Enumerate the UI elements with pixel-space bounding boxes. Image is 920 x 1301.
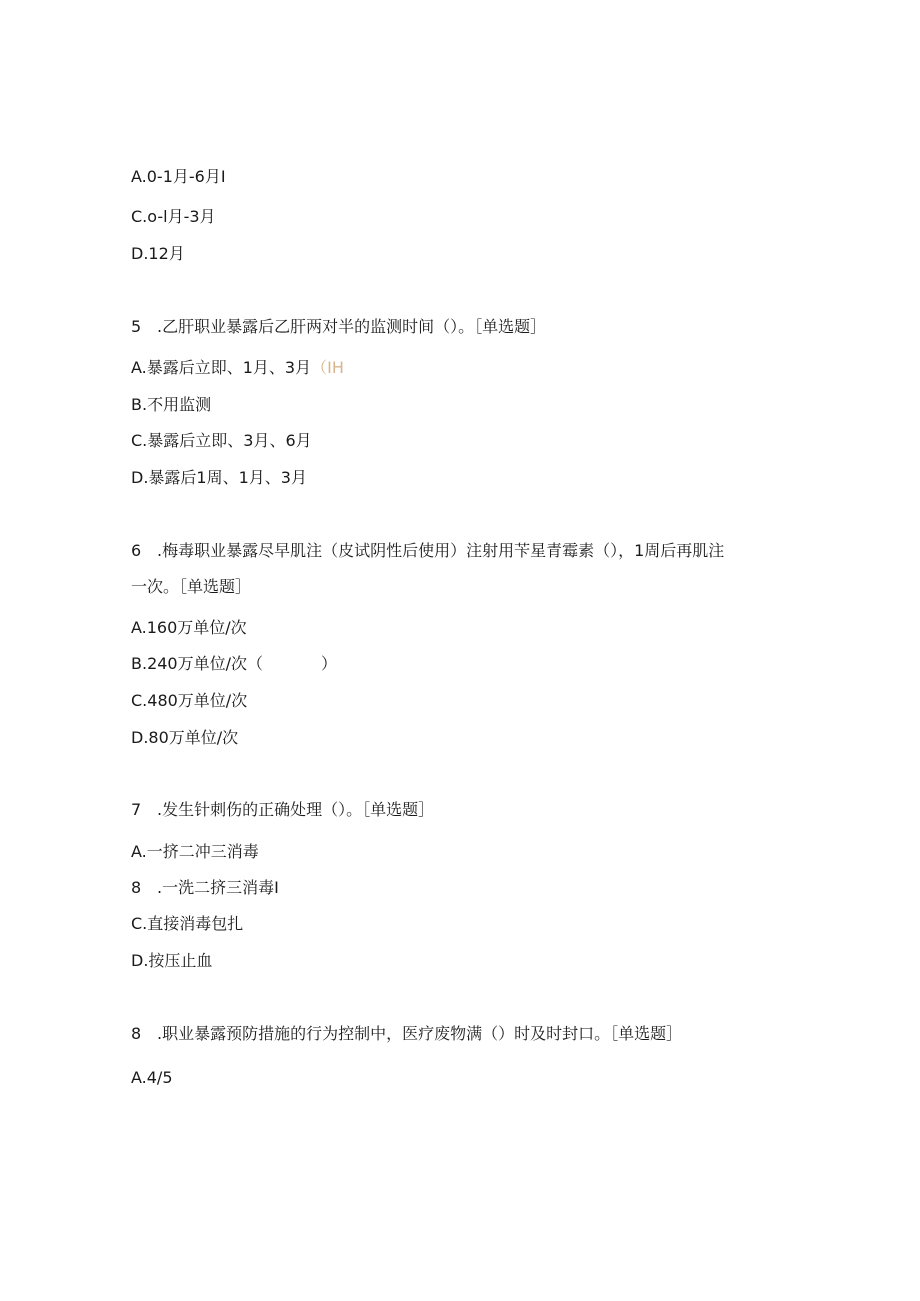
q5-option-b: B.不用监测 (131, 395, 212, 414)
q6-option-c: C.480万单位/次 (131, 691, 248, 710)
option-text: A.暴露后立即、1月、3月 (131, 358, 312, 377)
q5-option-d: D.暴露后1周、1月、3月 (131, 468, 307, 487)
question-number: 5 (131, 317, 142, 336)
q7-option-b (131, 878, 279, 898)
option-d: D.12月 (131, 244, 185, 263)
q7-option-d: D.按压止血 (131, 951, 213, 970)
option-number: 8 (131, 878, 142, 897)
q8-option-a: A.4/5 (131, 1068, 173, 1087)
q6-option-a: A.160万单位/次 (131, 618, 247, 637)
question-text: .职业暴露预防措施的行为控制中，医疗废物满（）时及时封口。［单选题］ (157, 1024, 683, 1043)
question-text: .发生针刺伤的正确处理（）。［单选题］ (157, 800, 435, 819)
q5-option-c: C.暴露后立即、3月、6月 (131, 431, 312, 450)
q6-option-d: D.80万单位/次 (131, 728, 239, 747)
question-7 (131, 800, 434, 820)
option-text: .一洗二挤三消毒I (157, 878, 279, 897)
option-a: A.0-1月-6月I (131, 167, 226, 186)
question-5 (131, 317, 546, 337)
question-8 (131, 1024, 682, 1044)
option-c: C.o-l月-3月 (131, 207, 216, 226)
answer-mark: （IH (311, 358, 344, 377)
question-text: .梅毒职业暴露尽早肌注（皮试阴性后使用）注射用苄星青霉素（），1周后再肌注 (157, 541, 725, 560)
question-number: 8 (131, 1024, 142, 1043)
question-number: 6 (131, 541, 142, 560)
q6-option-b (131, 654, 337, 674)
q7-option-a: A.一挤二冲三消毒 (131, 842, 259, 861)
q7-option-c: C.直接消毒包扎 (131, 914, 244, 933)
q5-option-a (131, 358, 344, 378)
option-text: B.240万单位/次（ (131, 654, 263, 673)
question-text: .乙肝职业暴露后乙肝两对半的监测时间（）。［单选题］ (157, 317, 547, 336)
option-close-paren: ） (321, 654, 338, 673)
question-6-line-2: 一次。［单选题］ (131, 577, 252, 596)
question-number: 7 (131, 800, 142, 819)
question-6 (131, 541, 724, 561)
